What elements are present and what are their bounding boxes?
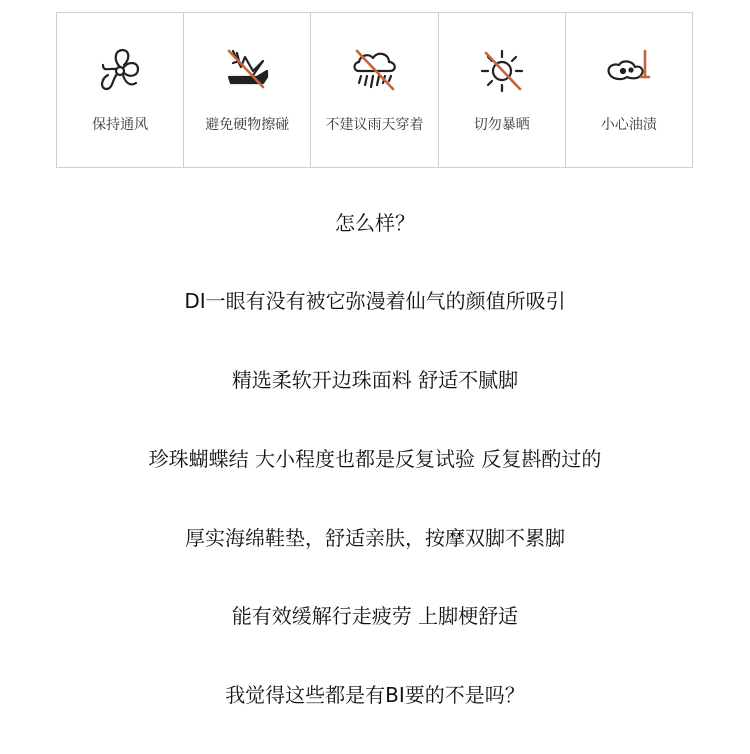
text-line-fabric: 精选柔软开边珠面料 舒适不腻脚 — [231, 368, 519, 392]
text-line-appearance: DI一眼有没有被它弥漫着仙气的颜值所吸引 — [184, 289, 566, 313]
no-sun-icon — [474, 43, 530, 99]
care-item-no-hard-object — [184, 13, 311, 167]
fan-icon — [92, 43, 148, 99]
care-item-no-rain — [311, 13, 438, 167]
care-label-oil-stain: 小心油渍 — [600, 117, 657, 133]
care-label-ventilation: 保持通风 — [92, 117, 149, 133]
care-label-no-rain: 不建议雨天穿着 — [325, 117, 424, 133]
oil-stain-icon — [601, 43, 657, 99]
text-line-closing: 我觉得这些都是有BI要的不是吗？ — [225, 683, 525, 707]
care-label-no-hard-object: 避免硬物擦碰 — [205, 117, 290, 133]
care-item-oil-stain — [566, 13, 692, 167]
no-rain-icon — [347, 43, 403, 99]
text-line-comfort: 能有效缓解行走疲劳 上脚梗舒适 — [231, 604, 519, 628]
no-hard-object-icon — [219, 43, 275, 99]
text-line-question: 怎么样？ — [335, 211, 415, 235]
care-item-no-sun — [439, 13, 566, 167]
care-instructions-panel — [56, 12, 693, 168]
text-line-insole: 厚实海绵鞋垫，舒适亲肤，按摩双脚不累脚 — [185, 526, 565, 550]
text-line-bow: 珍珠蝴蝶结 大小程度也都是反复试验 反复斟酌过的 — [148, 447, 602, 471]
care-label-no-sun: 切勿暴晒 — [473, 117, 530, 133]
care-item-ventilation — [57, 13, 184, 167]
